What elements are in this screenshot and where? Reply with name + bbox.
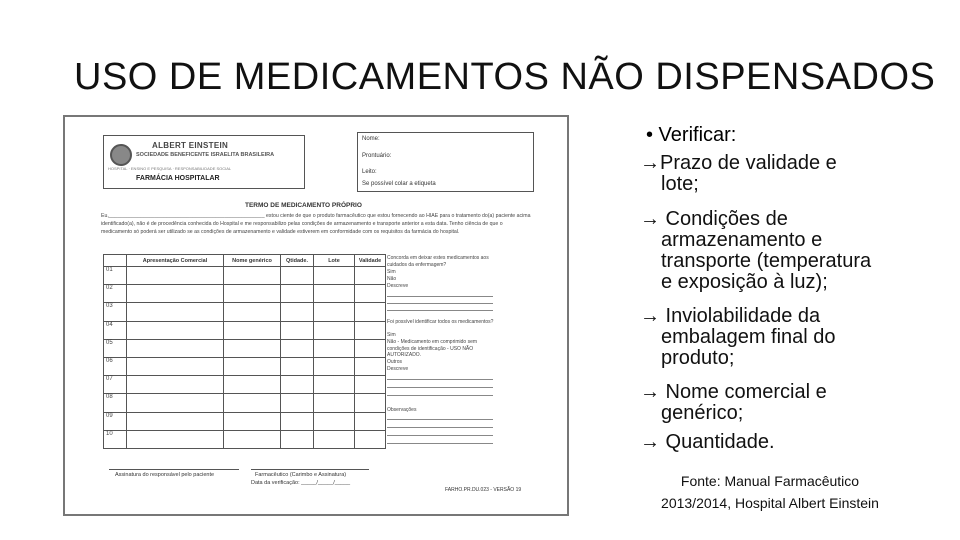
bullet-text: Prazo de validade e xyxy=(660,152,837,174)
table-cell xyxy=(281,412,314,430)
table-cell xyxy=(355,285,386,303)
logo-department: FARMÁCIA HOSPITALAR xyxy=(136,175,220,182)
table-cell xyxy=(355,376,386,394)
logo-subtitle: HOSPITAL · ENSINO E PESQUISA · RESPONSABILIDADE SOCIAL xyxy=(108,166,232,171)
logo-emblem-icon xyxy=(110,144,132,166)
table-cell xyxy=(314,285,355,303)
table-cell xyxy=(355,394,386,412)
bullet-first-line xyxy=(640,382,940,403)
row-number: 06 xyxy=(104,357,127,375)
table-cell xyxy=(281,285,314,303)
divider xyxy=(387,296,493,297)
medication-table xyxy=(103,254,386,449)
label-record: Prontuário: xyxy=(362,153,392,159)
table-cell xyxy=(281,321,314,339)
table-cell xyxy=(314,430,355,448)
row-number: 01 xyxy=(104,267,127,285)
bullet-continuation: transporte (temperatura xyxy=(661,250,872,272)
table-header: Qtidade. xyxy=(281,255,314,267)
table-cell xyxy=(314,321,355,339)
form-image xyxy=(63,115,569,516)
row-number: 07 xyxy=(104,376,127,394)
sign-patient-label: Assinatura do responsável pelo paciente xyxy=(115,472,215,478)
bullet-text: Nome comercial e xyxy=(660,381,827,403)
table-row xyxy=(104,285,386,303)
divider xyxy=(387,310,493,311)
bullet-continuation: armazenamento e xyxy=(661,229,823,251)
bullet-item xyxy=(640,209,940,293)
table-cell xyxy=(355,412,386,430)
table-row xyxy=(104,339,386,357)
logo-name: ALBERT EINSTEIN xyxy=(152,141,229,150)
divider xyxy=(387,427,493,428)
bullet-first-line xyxy=(640,209,940,230)
arrow-right-icon: → xyxy=(640,431,660,453)
table-header: Validade xyxy=(355,255,386,267)
arrow-right-icon: → xyxy=(640,208,660,230)
patient-label-box xyxy=(357,132,534,192)
side-option: Sim xyxy=(387,332,396,338)
table-cell xyxy=(281,267,314,285)
bullet-first-line xyxy=(640,306,940,327)
table-cell xyxy=(355,339,386,357)
table-row xyxy=(104,303,386,321)
bullet-item xyxy=(640,306,940,369)
table-header: Lote xyxy=(314,255,355,267)
bullet-text: Condições de xyxy=(660,208,788,230)
side-option: Não - Medicamento em comprimido sem condições de identificação - USO NÃO AUTORIZADO. xyxy=(387,339,478,358)
bullet-continuation: lote; xyxy=(661,173,699,195)
table-cell xyxy=(127,285,224,303)
side-option: Descreve xyxy=(387,283,409,289)
bullet-first-line xyxy=(640,432,940,453)
bullet-continuation: embalagem final do xyxy=(661,326,836,348)
table-row xyxy=(104,357,386,375)
table-cell xyxy=(281,394,314,412)
table-cell xyxy=(281,303,314,321)
table-cell xyxy=(355,357,386,375)
table-cell xyxy=(127,376,224,394)
bullet-item xyxy=(640,432,940,453)
label-name: Nome: xyxy=(362,136,380,142)
table-header xyxy=(104,255,127,267)
arrow-right-icon: → xyxy=(640,305,660,327)
label-bed: Leito: xyxy=(362,169,377,175)
divider xyxy=(387,395,493,396)
table-cell xyxy=(355,430,386,448)
label-sticker: Se possível colar a etiqueta xyxy=(362,181,436,187)
row-number: 05 xyxy=(104,339,127,357)
table-row xyxy=(104,412,386,430)
table-header: Nome genérico xyxy=(224,255,281,267)
divider xyxy=(387,303,493,304)
divider xyxy=(387,435,493,436)
source-line-2: 2013/2014, Hospital Albert Einstein xyxy=(661,495,879,511)
bullet-item xyxy=(640,153,940,195)
divider xyxy=(387,419,493,420)
row-number: 08 xyxy=(104,394,127,412)
table-cell xyxy=(127,394,224,412)
side-option: Não xyxy=(387,276,397,282)
table-header: Apresentação Comercial xyxy=(127,255,224,267)
bullet-continuation: genérico; xyxy=(661,402,744,424)
table-cell xyxy=(224,303,281,321)
table-cell xyxy=(314,267,355,285)
table-cell xyxy=(355,321,386,339)
table-cell xyxy=(281,357,314,375)
bullet-first-line xyxy=(640,153,940,174)
row-number: 04 xyxy=(104,321,127,339)
slide-title: USO DE MEDICAMENTOS NÃO DISPENSADOS xyxy=(74,56,936,98)
table-cell xyxy=(314,303,355,321)
table-cell xyxy=(281,376,314,394)
side-question-1: Concorda em deixar estes medicamentos aos cuidados da enfermagem? xyxy=(387,255,489,268)
table-cell xyxy=(127,412,224,430)
table-cell xyxy=(127,267,224,285)
table-row xyxy=(104,376,386,394)
table-cell xyxy=(127,321,224,339)
table-cell xyxy=(224,285,281,303)
table-cell xyxy=(224,394,281,412)
signature-line xyxy=(251,469,369,470)
table-cell xyxy=(127,339,224,357)
table-cell xyxy=(281,430,314,448)
source-line-1: Fonte: Manual Farmacêutico xyxy=(680,473,860,489)
table-header-row xyxy=(104,255,386,267)
table-row xyxy=(104,267,386,285)
hospital-logo xyxy=(103,135,305,189)
table-cell xyxy=(224,430,281,448)
table-row xyxy=(104,430,386,448)
table-cell xyxy=(224,321,281,339)
table-cell xyxy=(224,376,281,394)
bullet-text: Quantidade. xyxy=(660,431,775,453)
divider xyxy=(387,443,493,444)
side-option: Descreve xyxy=(387,366,409,372)
side-question-2: Foi possível identificar todos os medicamentos? xyxy=(387,319,494,325)
table-cell xyxy=(314,394,355,412)
row-number: 03 xyxy=(104,303,127,321)
table-cell xyxy=(355,303,386,321)
form-paragraph: Eu,______________________________________________________ estou ciente de que o produto farmacêutico que estou fornecendo ao HIAE para o tratamento do(a) paciente acima identificado(a), não é de procedência conhecida do Hospital e me responsabilizo pelas condições de armazenamento e transporte anterior a esta data. Tenho ciência de que o medicamento só poderá ser utilizado se as condições de armazenamento e validade estiverem em conformidade com os requisitos da farmácia do hospital. xyxy=(101,213,531,236)
table-cell xyxy=(127,430,224,448)
divider xyxy=(387,379,493,380)
table-cell xyxy=(127,303,224,321)
table-cell xyxy=(224,339,281,357)
table-cell xyxy=(224,357,281,375)
verification-date: Data da verificação: _____/_____/_____ xyxy=(251,480,351,486)
bullet-continuation: e exposição à luz); xyxy=(661,271,828,293)
table-cell xyxy=(127,357,224,375)
sign-pharmacist-label: Farmacêutico (Carimbo e Assinatura) xyxy=(255,472,347,478)
table-row xyxy=(104,321,386,339)
table-cell xyxy=(314,357,355,375)
logo-society: SOCIEDADE BENEFICENTE ISRAELITA BRASILEIRA xyxy=(136,152,275,158)
bullet-heading: • Verificar: xyxy=(646,124,737,146)
source-citation xyxy=(600,470,940,514)
table-row xyxy=(104,394,386,412)
table-cell xyxy=(314,412,355,430)
table-cell xyxy=(224,267,281,285)
table-cell xyxy=(314,376,355,394)
bullet-item xyxy=(640,382,940,424)
side-option: Outros xyxy=(387,359,403,365)
table-cell xyxy=(314,339,355,357)
table-cell xyxy=(355,267,386,285)
form-heading: TERMO DE MEDICAMENTO PRÓPRIO xyxy=(245,202,362,209)
bullet-text: Inviolabilidade da xyxy=(660,305,821,327)
divider xyxy=(387,387,493,388)
row-number: 02 xyxy=(104,285,127,303)
signature-line xyxy=(109,469,239,470)
observations-label: Observações xyxy=(387,407,417,413)
side-option: Sim xyxy=(387,269,396,275)
arrow-right-icon: → xyxy=(640,152,660,174)
table-cell xyxy=(281,339,314,357)
row-number: 10 xyxy=(104,430,127,448)
arrow-right-icon: → xyxy=(640,381,660,403)
table-cell xyxy=(224,412,281,430)
row-number: 09 xyxy=(104,412,127,430)
bullet-continuation: produto; xyxy=(661,347,735,369)
form-code: FARHO.PR.DU.023 - VERSÃO 19 xyxy=(445,487,522,493)
